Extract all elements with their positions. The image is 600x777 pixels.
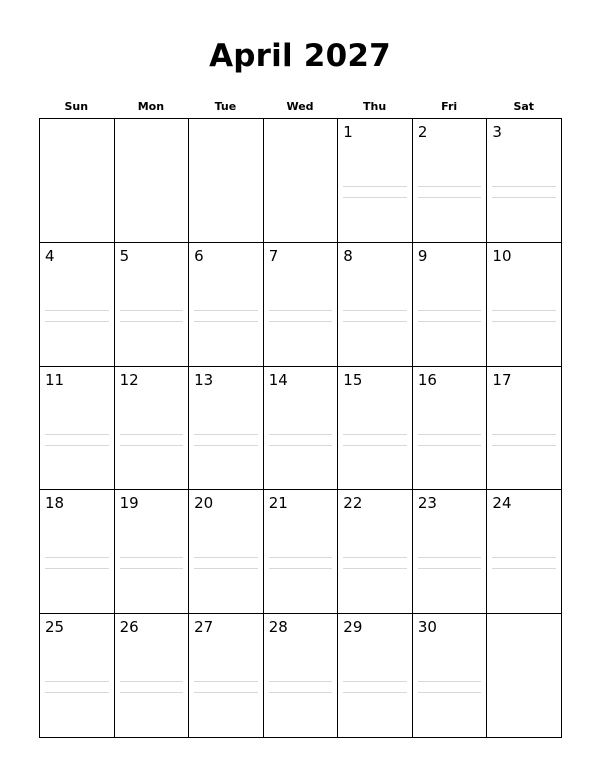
day-number: 27 xyxy=(194,618,214,637)
day-cell xyxy=(338,614,413,738)
day-cell xyxy=(413,119,488,243)
day-number: 16 xyxy=(417,370,437,389)
note-line xyxy=(194,568,258,569)
day-cell xyxy=(264,243,339,367)
day-cell xyxy=(189,614,264,738)
day-number: 3 xyxy=(492,123,502,141)
day-number: 1 xyxy=(343,123,353,141)
note-line xyxy=(194,434,258,435)
note-line xyxy=(194,692,258,693)
day-cell xyxy=(115,614,190,738)
weekday-thu: Thu xyxy=(363,100,387,113)
note-line xyxy=(120,557,184,558)
day-cell xyxy=(487,243,562,367)
note-line xyxy=(492,197,556,198)
day-number: 23 xyxy=(417,494,437,513)
empty-day-cell xyxy=(264,119,339,243)
day-cell xyxy=(189,490,264,614)
day-number: 26 xyxy=(119,618,139,637)
note-line xyxy=(269,557,333,558)
note-line xyxy=(343,310,407,311)
day-cell xyxy=(40,614,115,738)
note-line xyxy=(492,310,556,311)
note-line xyxy=(492,445,556,446)
note-line xyxy=(194,321,258,322)
note-line xyxy=(418,681,482,682)
day-cell xyxy=(40,243,115,367)
note-line xyxy=(120,310,184,311)
note-line xyxy=(418,692,482,693)
day-number: 5 xyxy=(119,246,130,265)
note-line xyxy=(120,445,184,446)
note-line xyxy=(343,197,407,198)
day-number: 29 xyxy=(343,618,363,637)
day-number: 24 xyxy=(492,494,512,513)
day-cell xyxy=(115,490,190,614)
note-line xyxy=(269,310,333,311)
note-line xyxy=(343,321,407,322)
empty-day-cell xyxy=(189,119,264,243)
day-cell xyxy=(487,367,562,491)
note-line xyxy=(343,434,407,435)
note-line xyxy=(269,445,333,446)
day-number: 11 xyxy=(45,370,65,389)
note-line xyxy=(343,557,407,558)
day-cell xyxy=(189,243,264,367)
note-line xyxy=(418,434,482,435)
note-line xyxy=(194,681,258,682)
day-cell xyxy=(264,490,339,614)
day-number: 7 xyxy=(268,246,279,265)
weekday-sat: Sat xyxy=(513,100,535,113)
day-number: 9 xyxy=(417,246,428,265)
note-line xyxy=(45,321,109,322)
day-number: 25 xyxy=(45,618,65,637)
note-line xyxy=(120,681,184,682)
day-cell xyxy=(338,119,413,243)
calendar-title: April 2027 xyxy=(209,38,391,74)
note-line xyxy=(269,321,333,322)
day-number: 19 xyxy=(119,494,139,513)
note-line xyxy=(120,568,184,569)
weekday-fri: Fri xyxy=(441,100,458,113)
note-line xyxy=(45,434,109,435)
day-number: 2 xyxy=(417,123,428,141)
day-number: 13 xyxy=(194,370,214,389)
note-line xyxy=(418,186,482,187)
note-line xyxy=(492,186,556,187)
day-number: 8 xyxy=(343,246,353,265)
note-line xyxy=(418,557,482,558)
note-line xyxy=(120,321,184,322)
day-number: 28 xyxy=(268,618,288,637)
note-line xyxy=(343,568,407,569)
note-line xyxy=(343,186,407,187)
note-line xyxy=(343,692,407,693)
note-line xyxy=(120,692,184,693)
weekday-sun: Sun xyxy=(64,100,89,113)
weekday-wed: Wed xyxy=(286,100,314,113)
day-cell xyxy=(413,614,488,738)
note-line xyxy=(418,310,482,311)
day-cell xyxy=(264,367,339,491)
note-line xyxy=(492,557,556,558)
note-line xyxy=(45,692,109,693)
day-number: 30 xyxy=(417,618,437,637)
empty-day-cell xyxy=(115,119,190,243)
empty-day-cell xyxy=(487,614,562,738)
day-number: 10 xyxy=(492,246,512,265)
note-line xyxy=(418,321,482,322)
note-line xyxy=(269,434,333,435)
day-number: 12 xyxy=(119,370,139,389)
note-line xyxy=(492,434,556,435)
day-number: 21 xyxy=(268,494,288,513)
empty-day-cell xyxy=(40,119,115,243)
note-line xyxy=(194,445,258,446)
note-line xyxy=(45,681,109,682)
day-number: 15 xyxy=(343,370,363,389)
note-line xyxy=(343,445,407,446)
weekday-mon: Mon xyxy=(137,100,165,113)
note-line xyxy=(418,568,482,569)
note-line xyxy=(45,445,109,446)
note-line xyxy=(269,692,333,693)
day-number: 6 xyxy=(194,246,204,265)
note-line xyxy=(269,568,333,569)
note-line xyxy=(418,445,482,446)
note-line xyxy=(120,434,184,435)
calendar-grid xyxy=(39,118,562,738)
day-number: 17 xyxy=(492,370,512,389)
note-line xyxy=(45,557,109,558)
day-cell xyxy=(115,243,190,367)
day-cell xyxy=(413,490,488,614)
day-cell xyxy=(338,367,413,491)
day-number: 4 xyxy=(45,246,55,265)
weekday-tue: Tue xyxy=(214,100,237,113)
note-line xyxy=(418,197,482,198)
note-line xyxy=(45,568,109,569)
note-line xyxy=(269,681,333,682)
day-cell xyxy=(487,119,562,243)
day-cell xyxy=(189,367,264,491)
note-line xyxy=(45,310,109,311)
day-cell xyxy=(264,614,339,738)
day-number: 22 xyxy=(343,494,363,513)
day-number: 20 xyxy=(194,494,214,513)
day-number: 18 xyxy=(45,494,65,513)
day-cell xyxy=(338,490,413,614)
day-cell xyxy=(413,243,488,367)
note-line xyxy=(492,321,556,322)
day-cell xyxy=(40,367,115,491)
weekday-header-row xyxy=(39,99,561,115)
note-line xyxy=(492,568,556,569)
day-cell xyxy=(413,367,488,491)
day-cell xyxy=(487,490,562,614)
day-cell xyxy=(40,490,115,614)
day-cell xyxy=(115,367,190,491)
note-line xyxy=(343,681,407,682)
day-cell xyxy=(338,243,413,367)
day-number: 14 xyxy=(268,370,288,389)
note-line xyxy=(194,557,258,558)
note-line xyxy=(194,310,258,311)
